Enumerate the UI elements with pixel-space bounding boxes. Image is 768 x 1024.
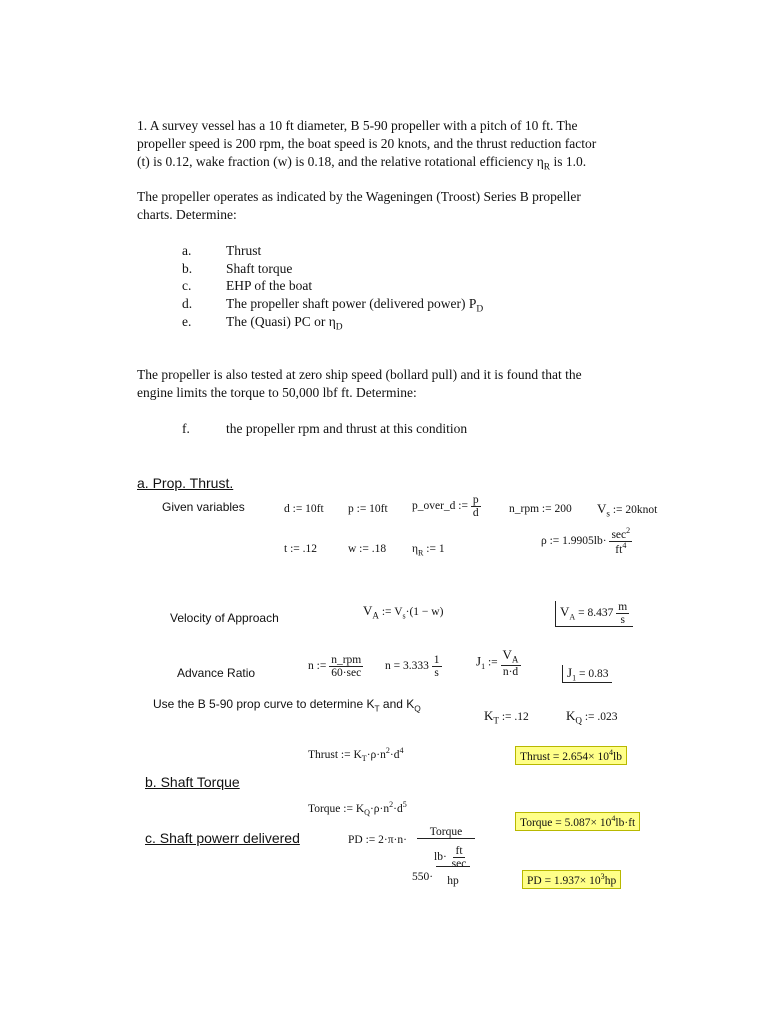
section-c-title: c. Shaft powerr delivered [145,830,300,846]
section-b-title: b. Shaft Torque [145,774,240,790]
result-torque: Torque = $5.087\times 10^4lb\cdot ft$ [515,812,640,831]
eq-va: $V_A$ := $V_s\cdot(1 - w)$ [363,603,444,621]
eq-p: p := 10ft [348,503,388,515]
eq-pd-den-top: lb· $\frac{ft}{\sec}$ [434,845,467,871]
list-item-a: a. Thrust [182,243,262,258]
eq-w: w := .18 [348,543,387,555]
eq-t: t := .12 [284,543,318,555]
eq-pd-lhs: PD := 2·π·n· [348,834,407,846]
eq-rho: ρ := 1.9905lb· $\frac{\sec^2}{ft^4}$ [541,526,631,556]
eq-vs: $V_s$ := 20knot [597,501,658,519]
problem-line-1: 1. A survey vessel has a 10 ft diameter, B 5-90 propeller with a pitch of 10 ft. The [137,118,578,133]
eq-n-rpm: n_rpm := 200 [509,503,572,515]
eq-n-result: n = 3.333 $\frac{1}{s}$ [385,654,440,680]
result-va: $V_A = 8.437$ $\frac{m}{s}$ [555,601,633,627]
problem-line-3: (t) is 0.12, wake fraction (w) is 0.18, and the relative rotational efficiency $\eta_R$ is 1.0. [137,154,587,173]
eq-n: n := $\frac{\text{n\_rpm}}{60\cdot\sec}$ [308,654,362,680]
result-thrust: Thrust = $2.654\times 10^4lb$ [515,746,627,765]
para3-line-1: The propeller is also tested at zero ship speed (bollard pull) and it is found that the [137,367,582,382]
result-pd: PD = $1.937\times 10^3hp$ [522,870,621,889]
list-item-e: e. The (Quasi) PC or $\eta_D$ [182,314,343,333]
list-item-b: b. Shaft torque [182,261,293,276]
section-a-title: a. Prop. Thrust. [137,475,234,491]
eq-kt: $K_T$ := .12 [484,708,529,726]
para2-line-1: The propeller operates as indicated by the Wageningen (Troost) Series B propeller [137,189,581,204]
velocity-label: Velocity of Approach [170,611,279,625]
para3-line-2: engine limits the torque to 50,000 lbf ft. Determine: [137,385,417,400]
prop-curve-label: Use the B 5-90 prop curve to determine $K_T$ and $K_Q$ [153,697,421,714]
para2-line-2: charts. Determine: [137,207,237,222]
eq-kq: $K_Q$ := .023 [566,708,618,726]
advance-ratio-label: Advance Ratio [177,666,256,680]
list-item-c: c. EHP of the boat [182,278,313,293]
eq-pd-den: 550· hp [412,866,470,887]
problem-line-2: propeller speed is 200 rpm, the boat speed is 20 knots, and the thrust reduction factor [137,136,597,151]
list-item-d: d. The propeller shaft power (delivered power) $P_D$ [182,296,484,315]
eq-d: d := 10ft [284,503,324,515]
eq-pd-numerator: Torque [417,826,475,839]
eq-torque: Torque := $K_Q\cdot\rho\cdot n^2\cdot d^5$ [308,800,407,818]
eq-j1: $J_1$ := $\frac{V_A}{n\cdot d}$ [476,647,519,679]
result-j1: $J_1 = 0.83$ [562,665,612,683]
eq-p-over-d: p_over_d := $\frac{p}{d}$ [412,494,479,520]
given-variables-label: Given variables [162,500,245,514]
list-item-f: f. the propeller rpm and thrust at this condition [182,421,468,436]
eq-eta-r: $\eta_R$ := 1 [412,543,445,558]
eq-thrust: Thrust := $K_T\cdot\rho\cdot n^2\cdot d^4$ [308,746,404,764]
